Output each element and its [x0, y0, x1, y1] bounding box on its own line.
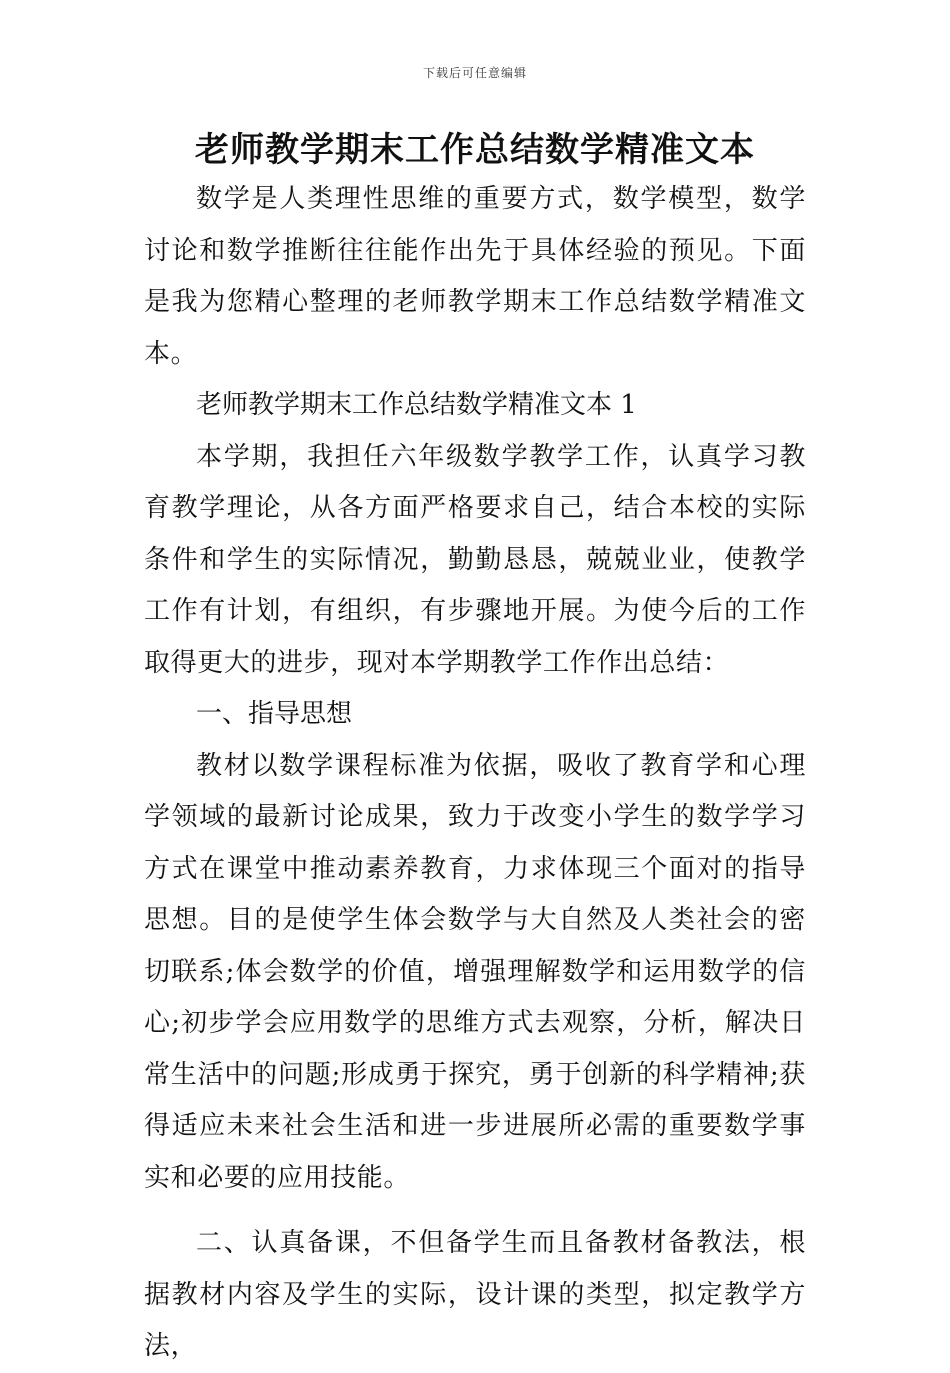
document-body	[144, 174, 806, 1373]
body-paragraph-2: 教材以数学课程标准为依据，吸收了教育学和心理学领域的最新讨论成果，致力于改变小学生的数学学习方式在课堂中推动素养教育，力求体现三个面对的指导思想。目的是使学生体会数学与大自然及人类社会的密切联系;体会数学的价值，增强理解数学和运用数学的信心;初步学会应用数学的思维方式去观察，分析，解决日常生活中的问题;形成勇于探究，勇于创新的科学精神;获得适应未来社会生活和进一步进展所必需的重要数学事实和必要的应用技能。	[144, 750, 806, 1193]
document-title: 老师教学期末工作总结数学精准文本	[195, 130, 755, 170]
body-paragraph-3: 二、认真备课，不但备学生而且备教材备教法，根据教材内容及学生的实际，设计课的类型，拟定教学方法，	[144, 1228, 806, 1361]
section-heading-guiding-thought: 一、指导思想	[196, 699, 353, 729]
intro-paragraph: 数学是人类理性思维的重要方式，数学模型，数学讨论和数学推断往往能作出先于具体经验的预见。下面是我为您精心整理的老师教学期末工作总结数学精准文本。	[144, 184, 806, 369]
page-header-note: 下载后可任意编辑	[422, 66, 527, 80]
section-heading-text-1: 老师教学期末工作总结数学精准文本 1	[196, 390, 637, 420]
body-paragraph-1: 本学期，我担任六年级数学教学工作，认真学习教育教学理论，从各方面严格要求自己，结合本校的实际条件和学生的实际情况，勤勤恳恳，兢兢业业，使教学工作有计划，有组织，有步骤地开展。为使今后的工作取得更大的进步，现对本学期教学工作作出总结：	[144, 441, 806, 678]
